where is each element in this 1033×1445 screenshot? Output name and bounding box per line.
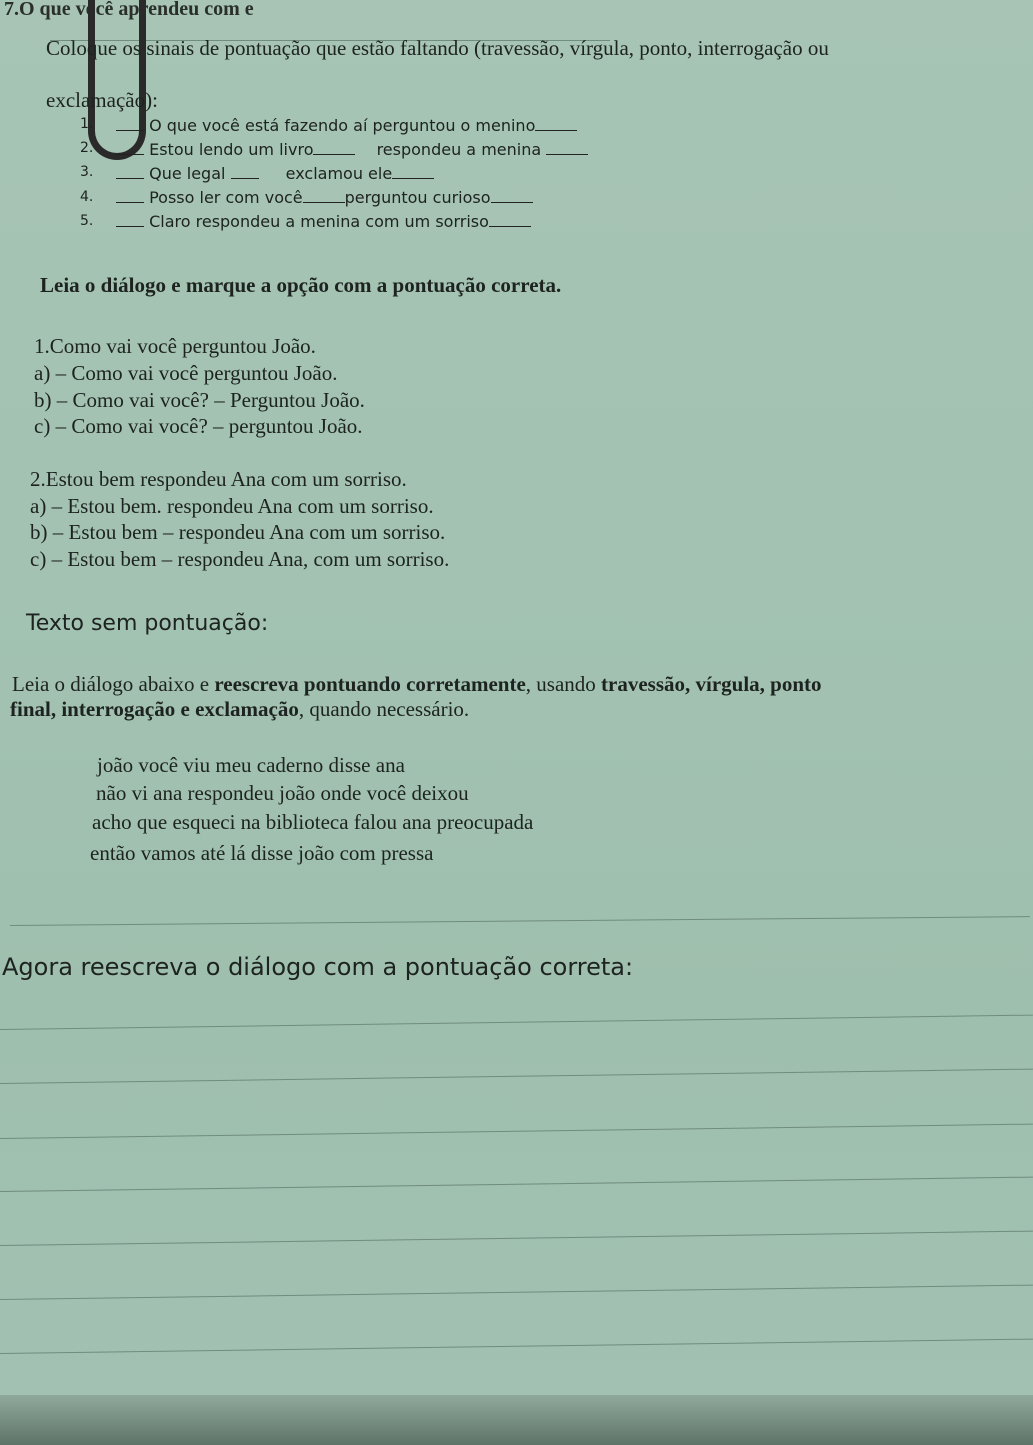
item-2-label: Estou lendo um livro: [149, 140, 314, 159]
section2-title: Leia o diálogo e marque a opção com a pontuação correta.: [40, 273, 562, 297]
item-5-text: [116, 212, 531, 231]
table-edge: [0, 1395, 1033, 1445]
section3-instr-1: Leia o diálogo abaixo e: [12, 672, 215, 696]
section3-instr-3: , usando: [525, 672, 602, 696]
q1-option-c[interactable]: c) – Como vai você? – perguntou João.: [34, 414, 363, 438]
section4-title: Agora reescreva o diálogo com a pontuação correta:: [2, 953, 634, 981]
q2-option-a[interactable]: a) – Estou bem. respondeu Ana com um sorriso.: [30, 494, 434, 518]
writing-line-3: [0, 1124, 1033, 1139]
item-4-label2: perguntou curioso: [344, 188, 491, 207]
section1-instruction-cont: exclamação):: [46, 88, 158, 112]
section3-instr-4: travessão, vírgula, ponto: [601, 672, 822, 696]
dialog-line-3: acho que esqueci na biblioteca falou ana preocupada: [92, 810, 534, 834]
item-4-text: [116, 188, 533, 207]
item-1-label: O que você está fazendo aí perguntou o menino: [149, 116, 536, 135]
writing-line-6: [0, 1285, 1033, 1300]
section3-instr-2: reescreva pontuando corretamente: [214, 672, 526, 696]
item-1-text: [116, 116, 577, 135]
item-1-num: 1.: [80, 116, 94, 132]
dialog-line-2: não vi ana respondeu joão onde você deixou: [96, 781, 469, 805]
item-3-label2: exclamou ele: [285, 164, 393, 183]
writing-line-2: [0, 1069, 1033, 1084]
section3-instr-5: final, interrogação e exclamação: [10, 697, 299, 721]
item-3-label: Que legal: [149, 164, 226, 183]
q1-option-a[interactable]: a) – Como vai você perguntou João.: [34, 361, 338, 385]
section3-instruction-line2: [10, 697, 469, 722]
divider-line: [10, 916, 1030, 926]
item-2-text: [116, 140, 588, 159]
item-3-num: 3.: [80, 164, 94, 180]
section3-title: Texto sem pontuação:: [26, 611, 269, 636]
item-5-num: 5.: [80, 213, 94, 229]
item-2-num: 2.: [80, 140, 94, 156]
header-text: 7.O que você aprendeu com e: [4, 0, 254, 20]
paper-clip: [88, 0, 146, 160]
item-3-text: [116, 164, 434, 183]
writing-line-7: [0, 1339, 1033, 1354]
item-2-label2: respondeu a menina: [376, 140, 542, 159]
section3-instr-6: , quando necessário.: [298, 697, 470, 721]
q1-option-b[interactable]: b) – Como vai você? – Perguntou João.: [34, 388, 365, 412]
q2-option-c[interactable]: c) – Estou bem – respondeu Ana, com um sorriso.: [30, 547, 450, 571]
writing-line-5: [0, 1231, 1033, 1246]
section1-instruction: Coloque os sinais de pontuação que estão faltando (travessão, vírgula, ponto, interrogação ou: [46, 36, 829, 60]
q1-stem: 1.Como vai você perguntou João.: [34, 334, 316, 358]
q2-option-b[interactable]: b) – Estou bem – respondeu Ana com um sorriso.: [30, 520, 446, 544]
section3-instruction-line1: [12, 672, 822, 697]
writing-line-4: [0, 1177, 1033, 1192]
item-5-label: Claro respondeu a menina com um sorriso: [149, 212, 489, 231]
writing-line-1: [0, 1015, 1033, 1030]
item-4-num: 4.: [80, 189, 94, 205]
dialog-line-4: então vamos até lá disse joão com pressa: [90, 841, 434, 865]
item-4-label: Posso ler com você: [149, 188, 303, 207]
q2-stem: 2.Estou bem respondeu Ana com um sorriso.: [30, 467, 407, 491]
dialog-line-1: joão você viu meu caderno disse ana: [97, 753, 405, 777]
